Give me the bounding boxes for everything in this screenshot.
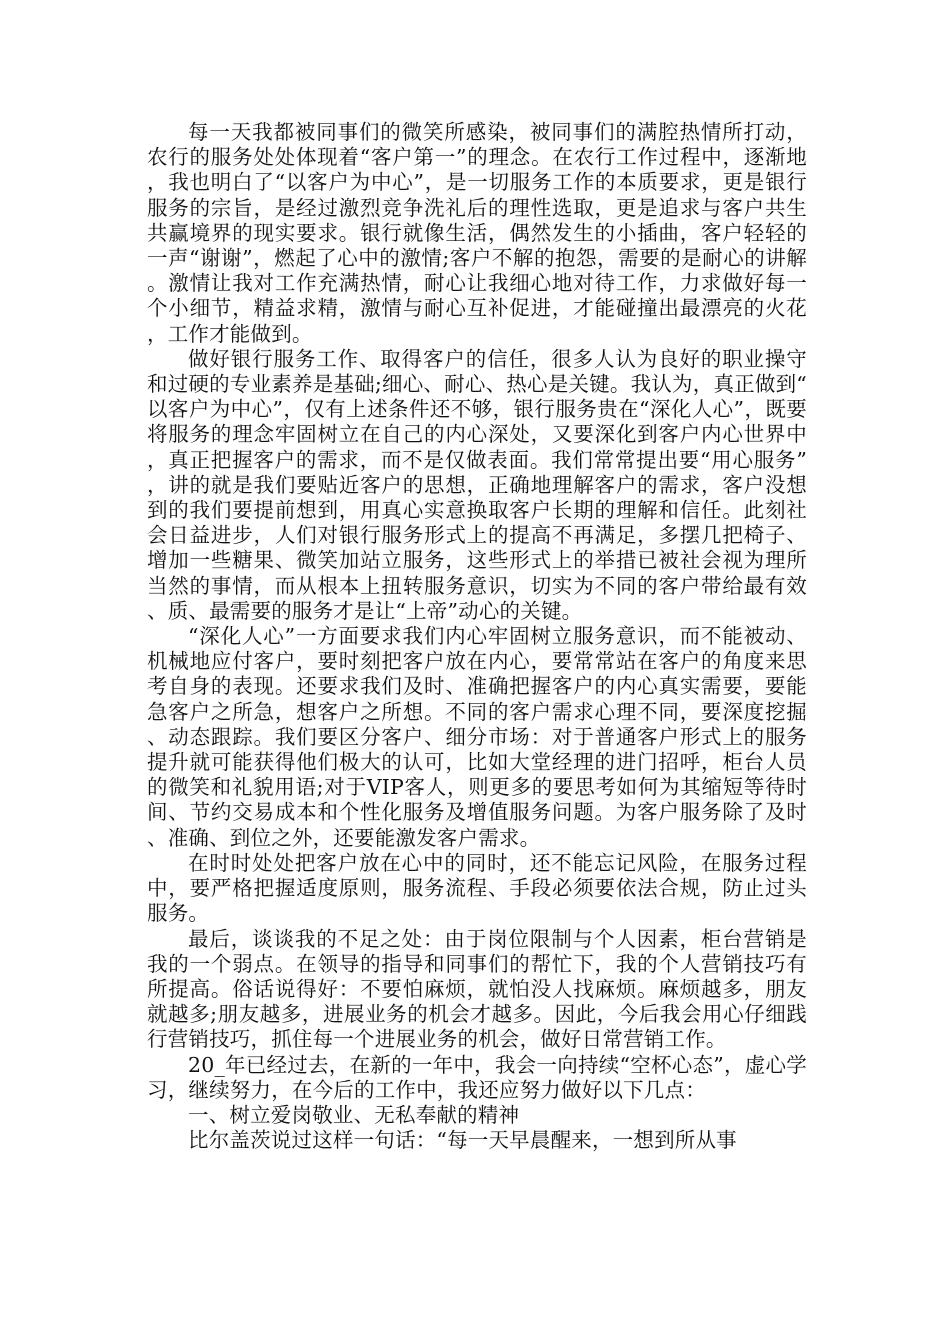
paragraph-6: 20_年已经过去，在新的一年中，我会一向持续“空杯心态”，虚心学习，继续努力，在今后的工作中，我还应努力做好以下几点： bbox=[147, 1052, 807, 1102]
paragraph-2: 做好银行服务工作、取得客户的信任，很多人认为良好的职业操守和过硬的专业素养是基础;细心、耐心、热心是关键。我认为，真正做到“以客户为中心”，仅有上述条件还不够，银行服务贵在“深化人心”，既要将服务的理念牢固树立在自己的内心深处，又要深化到客户内心世界中，真正把握客户的需求，而不是仅做表面。我们常常提出要“用心服务”，讲的就是我们要贴近客户的思想，正确地理解客户的需求，客户没想到的我们要提前想到，用真心实意换取客户长期的理解和信任。此刻社会日益进步，人们对银行服务形式上的提高不再满足，多摆几把椅子、增加一些糖果、微笑加站立服务，这些形式上的举措已被社会视为理所当然的事情，而从根本上扭转服务意识，切实为不同的客户带给最有效、质、最需要的服务才是让“上帝”动心的关键。 bbox=[147, 346, 807, 623]
document-body bbox=[147, 120, 807, 1153]
paragraph-5: 最后，谈谈我的不足之处：由于岗位限制与个人因素，柜台营销是我的一个弱点。在领导的指导和同事们的帮忙下，我的个人营销技巧有所提高。俗话说得好：不要怕麻烦，就怕没人找麻烦。麻烦越多，朋友就越多;朋友越多，进展业务的机会才越多。因此，今后我会用心仔细践行营销技巧，抓住每一个进展业务的机会，做好日常营销工作。 bbox=[147, 926, 807, 1052]
paragraph-7: 比尔盖茨说过这样一句话：“每一天早晨醒来，一想到所从事 bbox=[188, 1128, 737, 1153]
paragraph-4: 在时时处处把客户放在心中的同时，还不能忘记风险，在服务过程中，要严格把握适度原则，服务流程、手段必须要依法合规，防止过头服务。 bbox=[147, 850, 807, 926]
paragraph-3: “深化人心”一方面要求我们内心牢固树立服务意识，而不能被动、机械地应付客户，要时刻把客户放在内心，要常常站在客户的角度来思考自身的表现。还要求我们及时、准确把握客户的内心真实需要，要能急客户之所急，想客户之所想。不同的客户需求心理不同，要深度挖掘、动态跟踪。我们要区分客户、细分市场：对于普通客户形式上的服务提升就可能获得他们极大的认可，比如大堂经理的进门招呼，柜台人员的微笑和礼貌用语;对于VIP客人，则更多的要思考如何为其缩短等待时间、节约交易成本和个性化服务及增值服务问题。为客户服务除了及时、准确、到位之外，还要能激发客户需求。 bbox=[147, 624, 807, 850]
paragraph-1: 每一天我都被同事们的微笑所感染，被同事们的满腔热情所打动，农行的服务处处体现着“客户第一”的理念。在农行工作过程中，逐渐地，我也明白了“以客户为中心”，是一切服务工作的本质要求，更是银行服务的宗旨，是经过激烈竞争洗礼后的理性选取，更是追求与客户共生共赢境界的现实要求。银行就像生活，偶然发生的小插曲，客户轻轻的一声“谢谢”，燃起了心中的激情;客户不解的抱怨，需要的是耐心的讲解。激情让我对工作充满热情，耐心让我细心地对待工作，力求做好每一个小细节，精益求精，激情与耐心互补促进，才能碰撞出最漂亮的火花，工作才能做到。 bbox=[147, 120, 807, 346]
section-heading: 一、树立爱岗敬业、无私奉献的精神 bbox=[188, 1102, 520, 1127]
